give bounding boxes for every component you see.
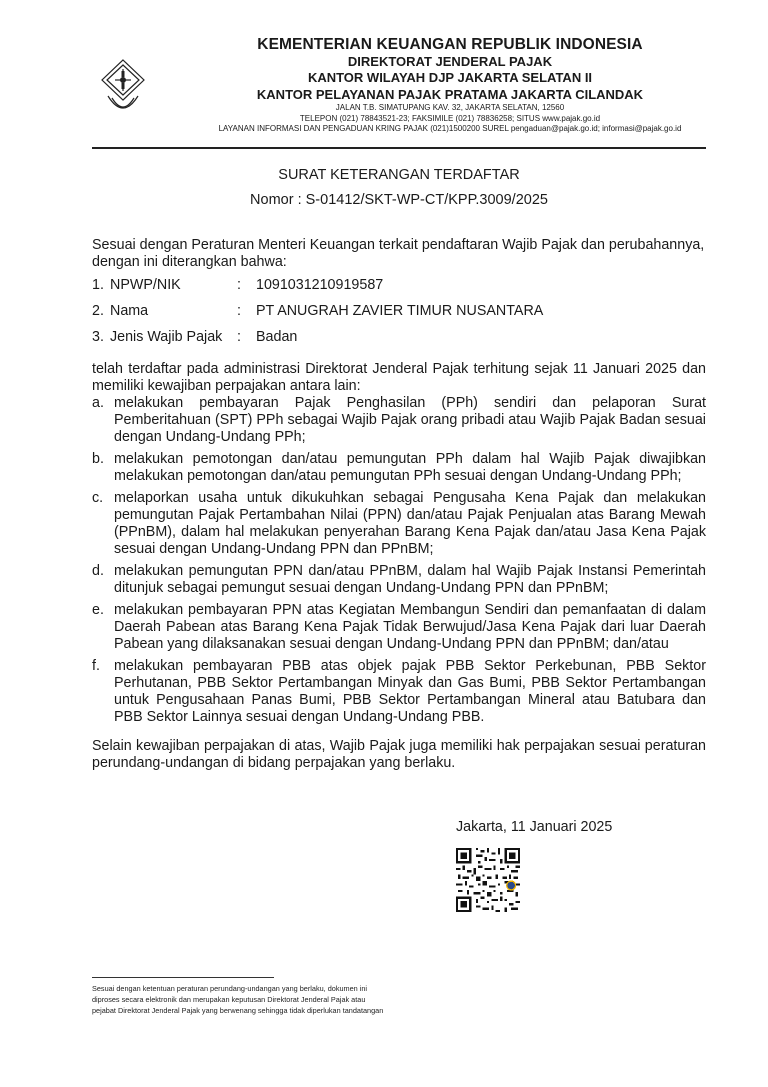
list-marker: b. xyxy=(92,451,104,467)
list-item-text: melakukan pembayaran PPN atas Kegiatan Membangun Sendiri dan pemanfaatan di dalam Daerah Pabean atas Barang Kena Pajak Tidak Berwujud/Jasa Kena Pajak dari luar Daerah Pabean yang dilaksanakan sesuai dengan Undang-Undang PPN dan PPnBM; dan/atau xyxy=(114,602,706,652)
letterhead-service: LAYANAN INFORMASI DAN PENGADUAN KRING PAJAK (021)1500200 SUREL pengaduan@pajak.go.id; informasi@pajak.go.id xyxy=(218,124,682,133)
field-nama xyxy=(92,303,706,329)
field-label: Nama xyxy=(110,303,149,319)
field-number: 1. xyxy=(92,277,104,293)
letterhead-ministry: KEMENTERIAN KEUANGAN REPUBLIK INDONESIA xyxy=(257,36,643,53)
list-item-text: melakukan pembayaran Pajak Penghasilan (PPh) sendiri dan pelaporan Surat Pemberitahuan (SPT) PPh sebagai Wajib Pajak orang pribadi atau Wajib Pajak Badan sesuai dengan Undang-Undang PPh; xyxy=(114,395,706,445)
closing-paragraph: Selain kewajiban perpajakan di atas, Wajib Pajak juga memiliki hak perpajakan sesuai peraturan perundang-undangan di bidang perpajakan yang berlaku. xyxy=(92,738,706,771)
registration-paragraph: telah terdaftar pada administrasi Direktorat Jenderal Pajak terhitung sejak 11 Januari 2025 dan memiliki kewajiban perpajakan antara lain: xyxy=(92,361,706,394)
list-item xyxy=(92,658,706,726)
letterhead-tax-office: KANTOR PELAYANAN PAJAK PRATAMA JAKARTA CILANDAK xyxy=(256,87,644,102)
place-date: Jakarta, 11 Januari 2025 xyxy=(456,819,613,835)
letterhead-address: JALAN T.B. SIMATUPANG KAV. 32, JAKARTA SELATAN, 12560 xyxy=(335,103,565,112)
list-item-text: melakukan pembayaran PBB atas objek pajak PBB Sektor Perkebunan, PBB Sektor Perhutanan, PBB Sektor Pertambangan Minyak dan Gas Bumi, PBB Sektor Pertambangan untuk Pengusahaan Panas Bumi, PBB Sektor Pertambangan Mineral atau Batubara dan PBB Sektor Lainnya sesuai dengan Undang-Undang PBB. xyxy=(114,658,706,725)
document-number: Nomor : S-01412/SKT-WP-CT/KPP.3009/2025 xyxy=(250,192,548,208)
taxpayer-fields xyxy=(92,277,706,355)
list-item-text: melakukan pemungutan PPN dan/atau PPnBM, dalam hal Wajib Pajak Instansi Pemerintah ditunjuk sebagai pemungut sesuai dengan Undang-Undang PPN dan PPnBM; xyxy=(114,563,706,596)
header-divider xyxy=(92,147,706,149)
footnote-line: Sesuai dengan ketentuan peraturan perundang-undangan yang berlaku, dokumen ini xyxy=(92,984,368,993)
field-npwp xyxy=(92,277,706,303)
footnote-divider xyxy=(92,977,274,978)
field-colon: : xyxy=(237,277,241,293)
list-item xyxy=(92,602,706,653)
footnote xyxy=(92,983,452,1016)
list-marker: f. xyxy=(92,658,100,674)
list-marker: a. xyxy=(92,395,104,411)
list-item xyxy=(92,490,706,558)
list-item xyxy=(92,451,706,485)
document-title: SURAT KETERANGAN TERDAFTAR xyxy=(278,167,520,183)
letterhead-directorate: DIREKTORAT JENDERAL PAJAK xyxy=(347,54,553,69)
field-number: 2. xyxy=(92,303,104,319)
footnote-line: diproses secara elektronik dan merupakan keputusan Direktorat Jenderal Pajak atau xyxy=(92,995,366,1004)
list-marker: c. xyxy=(92,490,104,506)
field-value: PT ANUGRAH ZAVIER TIMUR NUSANTARA xyxy=(256,303,544,319)
ministry-emblem-logo xyxy=(100,58,146,120)
footnote-line: pejabat Direktorat Jenderal Pajak yang berwenang sehingga tidak diperlukan tandatangan xyxy=(92,1006,384,1015)
field-value: 1091031210919587 xyxy=(256,277,384,293)
list-marker: e. xyxy=(92,602,104,618)
list-item xyxy=(92,563,706,597)
field-value: Badan xyxy=(256,329,298,345)
qr-code xyxy=(456,848,520,912)
list-item-text: melaporkan usaha untuk dikukuhkan sebagai Pengusaha Kena Pajak dan melakukan pemungutan Pajak Pertambahan Nilai (PPN) dan/atau Pajak Penjualan atas Barang Mewah (PPnBM), dalam hal melakukan penyerahan Barang Kena Pajak dan/atau Jasa Kena Pajak sesuai dengan Undang-Undang PPN dan PPnBM; xyxy=(114,490,706,557)
field-jenis-wajib-pajak xyxy=(92,329,706,355)
field-colon: : xyxy=(237,329,241,345)
field-label: NPWP/NIK xyxy=(110,277,181,293)
letterhead xyxy=(150,36,750,135)
letterhead-phone: TELEPON (021) 78843521-23; FAKSIMILE (021) 78836258; SITUS www.pajak.go.id xyxy=(299,113,601,123)
field-number: 3. xyxy=(92,329,104,345)
field-label: Jenis Wajib Pajak xyxy=(110,329,223,345)
list-item-text: melakukan pemotongan dan/atau pemungutan PPh dalam hal Wajib Pajak diwajibkan melakukan pemotongan dan/atau pemungutan PPh sesuai dengan Undang-Undang PPh; xyxy=(114,451,706,484)
list-marker: d. xyxy=(92,563,104,579)
letterhead-regional-office: KANTOR WILAYAH DJP JAKARTA SELATAN II xyxy=(307,70,593,85)
intro-paragraph: Sesuai dengan Peraturan Menteri Keuangan terkait pendaftaran Wajib Pajak dan perubahannya, dengan ini diterangkan bahwa: xyxy=(92,237,705,270)
obligations-list xyxy=(92,395,706,731)
list-item xyxy=(92,395,706,446)
field-colon: : xyxy=(237,303,241,319)
